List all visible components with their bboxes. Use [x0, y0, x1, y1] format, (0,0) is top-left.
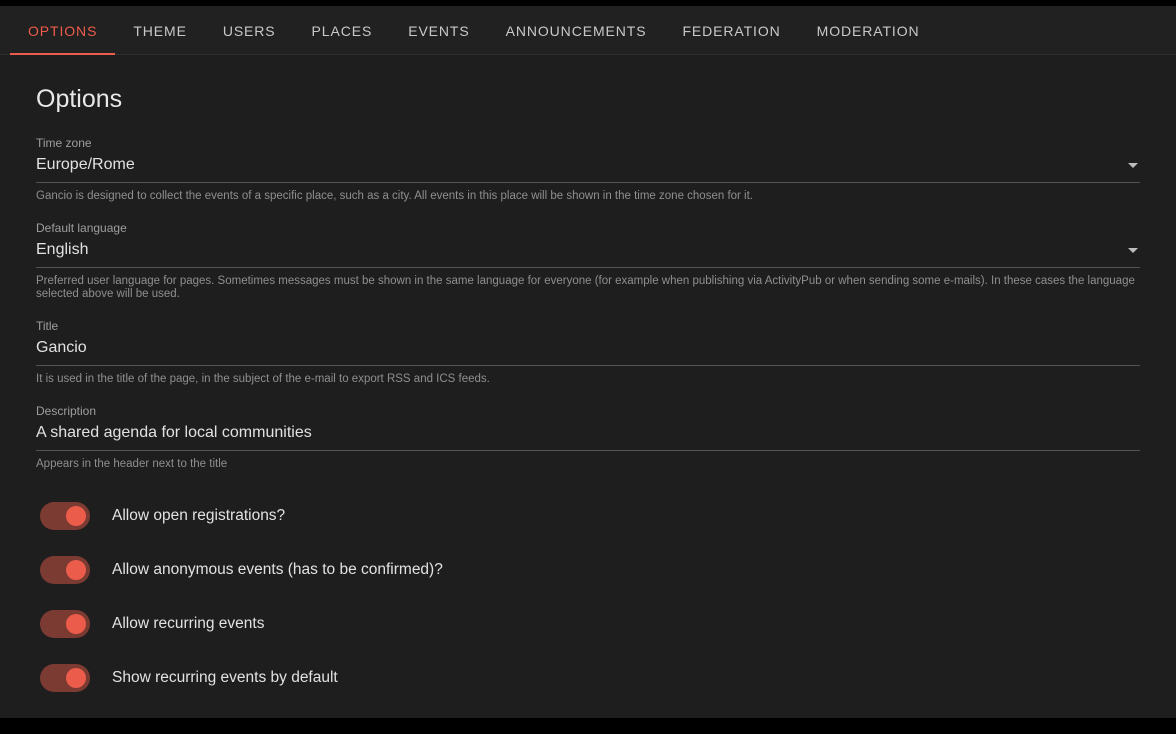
tab-places[interactable]	[294, 6, 391, 55]
row-allow-anonymous-events	[36, 543, 1140, 597]
field-time-zone	[36, 136, 1140, 183]
tab-events[interactable]	[390, 6, 487, 55]
tab-users-label: USERS	[222, 22, 276, 39]
tab-federation[interactable]	[664, 6, 798, 55]
time-zone-value: Europe/Rome	[36, 156, 135, 173]
tab-announcements[interactable]	[488, 6, 665, 55]
title-hint: It is used in the title of the page, in the subject of the e-mail to export RSS and ICS feeds.	[36, 373, 490, 385]
title-label: Title	[36, 319, 59, 333]
description-value: A shared agenda for local communities	[36, 424, 312, 441]
time-zone-select[interactable]	[36, 154, 1140, 183]
row-allow-recurring-events	[36, 597, 1140, 651]
tab-moderation-label: MODERATION	[816, 22, 920, 39]
time-zone-hint: Gancio is designed to collect the events of a specific place, such as a city. All events in this place will be shown in the time zone chosen for it.	[36, 190, 753, 202]
app-window	[0, 6, 1176, 718]
tab-events-label: EVENTS	[408, 22, 470, 39]
description-input[interactable]	[36, 422, 1140, 451]
default-language-value: English	[36, 241, 89, 258]
options-panel	[0, 55, 1176, 718]
page-title: Options	[36, 85, 123, 113]
tab-federation-label: FEDERATION	[682, 22, 781, 39]
title-value: Gancio	[36, 339, 87, 356]
field-default-language	[36, 221, 1140, 268]
chevron-down-icon[interactable]	[1128, 163, 1138, 168]
show-recurring-events-by-default-label: Show recurring events by default	[112, 669, 338, 686]
tab-places-label: PLACES	[311, 22, 373, 39]
allow-anonymous-events-label: Allow anonymous events (has to be confirmed)?	[112, 561, 443, 578]
toggle-allow-open-registrations[interactable]	[40, 502, 90, 530]
tab-options[interactable]	[10, 6, 115, 55]
tab-users[interactable]	[205, 6, 294, 55]
tab-theme-label: THEME	[133, 22, 187, 39]
toggle-knob	[66, 560, 86, 580]
allow-open-registrations-label: Allow open registrations?	[112, 507, 286, 524]
chevron-down-icon[interactable]	[1128, 248, 1138, 253]
toggle-allow-anonymous-events[interactable]	[40, 556, 90, 584]
tab-options-label: OPTIONS	[28, 22, 98, 39]
description-label: Description	[36, 404, 97, 418]
row-show-recurring-events-by-default	[36, 651, 1140, 705]
default-language-label: Default language	[36, 221, 127, 235]
toggle-allow-recurring-events[interactable]	[40, 610, 90, 638]
window-bottom-edge	[0, 718, 1176, 734]
allow-recurring-events-label: Allow recurring events	[112, 615, 265, 632]
admin-tab-bar	[0, 6, 1176, 55]
title-input[interactable]	[36, 337, 1140, 366]
toggle-show-recurring-events-by-default[interactable]	[40, 664, 90, 692]
tab-theme[interactable]	[115, 6, 205, 55]
row-allow-open-registrations	[36, 489, 1140, 543]
time-zone-label: Time zone	[36, 136, 92, 150]
field-description	[36, 404, 1140, 451]
default-language-hint: Preferred user language for pages. Sometimes messages must be shown in the same language for everyone (for example when publishing via ActivityPub or when sending some e-mails). In these cases the language selected above will be used.	[36, 275, 1135, 300]
tab-moderation[interactable]	[799, 6, 938, 55]
tab-announcements-label: ANNOUNCEMENTS	[505, 22, 647, 39]
field-title	[36, 319, 1140, 366]
description-hint: Appears in the header next to the title	[36, 458, 228, 470]
default-language-select[interactable]	[36, 239, 1140, 268]
toggle-knob	[66, 506, 86, 526]
toggle-knob	[66, 614, 86, 634]
toggle-knob	[66, 668, 86, 688]
